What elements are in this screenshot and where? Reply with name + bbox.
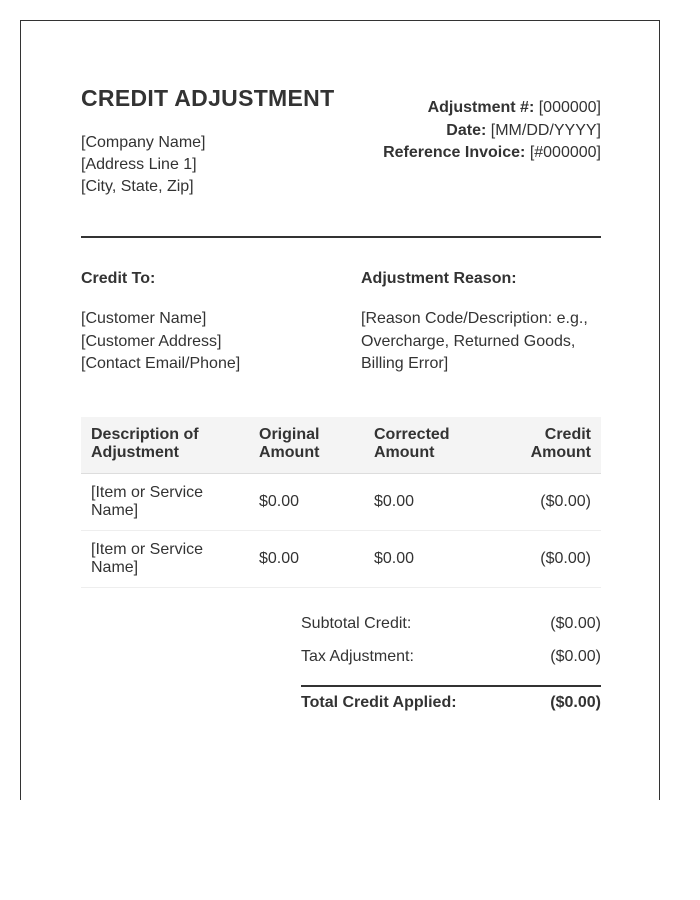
row-original-amount: $0.00 <box>249 474 364 531</box>
adjustment-table <box>81 417 601 588</box>
column-header-corrected-amount: Corrected Amount <box>364 417 502 474</box>
document-meta <box>383 97 601 165</box>
row-description: [Item or Service Name] <box>81 531 249 588</box>
reference-invoice-value: [#000000] <box>529 144 601 161</box>
document-page <box>20 20 660 800</box>
table-row <box>81 531 601 588</box>
table-row <box>81 474 601 531</box>
row-corrected-amount: $0.00 <box>364 474 502 531</box>
row-credit-amount: ($0.00) <box>502 474 601 531</box>
date-value: [MM/DD/YYYY] <box>490 121 601 139</box>
date-label: Date: <box>446 121 487 139</box>
adjustment-reason-heading: Adjustment Reason: <box>361 270 517 287</box>
document-header <box>81 21 601 238</box>
total-credit-label: Total Credit Applied: <box>301 694 457 711</box>
column-header-credit-amount: Credit Amount <box>502 417 601 474</box>
company-info <box>81 132 206 198</box>
parties-section <box>81 238 601 418</box>
subtotal-label: Subtotal Credit: <box>301 615 412 632</box>
row-credit-amount: ($0.00) <box>502 531 601 588</box>
date-row <box>383 120 601 143</box>
customer-address: [Customer Address] <box>81 332 222 350</box>
adjustment-number-label: Adjustment #: <box>427 99 535 116</box>
adjustment-number-row <box>383 97 601 120</box>
row-original-amount: $0.00 <box>249 531 364 588</box>
credit-to-block <box>81 269 240 376</box>
credit-to-body <box>81 308 240 376</box>
reference-invoice-row <box>383 142 601 165</box>
reference-invoice-label: Reference Invoice: <box>383 144 526 161</box>
subtotal-value: ($0.00) <box>550 615 601 632</box>
subtotal-row <box>301 611 601 644</box>
totals-section <box>301 611 601 720</box>
column-header-description: Description of Adjustment <box>81 417 249 474</box>
tax-adjustment-value: ($0.00) <box>550 648 601 665</box>
column-header-original-amount: Original Amount <box>249 417 364 474</box>
row-description: [Item or Service Name] <box>81 474 249 531</box>
document-content <box>81 21 601 711</box>
company-city-state-zip: [City, State, Zip] <box>81 178 194 195</box>
adjustment-reason-text: [Reason Code/Description: e.g., Overcharge, Returned Goods, Billing Error] <box>361 310 588 372</box>
document-title: CREDIT ADJUSTMENT <box>81 85 335 111</box>
company-address-line-1: [Address Line 1] <box>81 156 197 173</box>
adjustment-number-value: [000000] <box>538 99 601 116</box>
customer-name: [Customer Name] <box>81 310 207 327</box>
total-credit-row <box>301 685 601 720</box>
tax-adjustment-row <box>301 644 601 677</box>
company-name: [Company Name] <box>81 134 206 151</box>
customer-contact: [Contact Email/Phone] <box>81 355 241 372</box>
table-header-row <box>81 417 601 474</box>
tax-adjustment-label: Tax Adjustment: <box>301 648 414 665</box>
adjustment-reason-block <box>361 269 601 376</box>
row-corrected-amount: $0.00 <box>364 531 502 588</box>
total-credit-value: ($0.00) <box>550 694 601 711</box>
credit-to-heading: Credit To: <box>81 270 156 287</box>
